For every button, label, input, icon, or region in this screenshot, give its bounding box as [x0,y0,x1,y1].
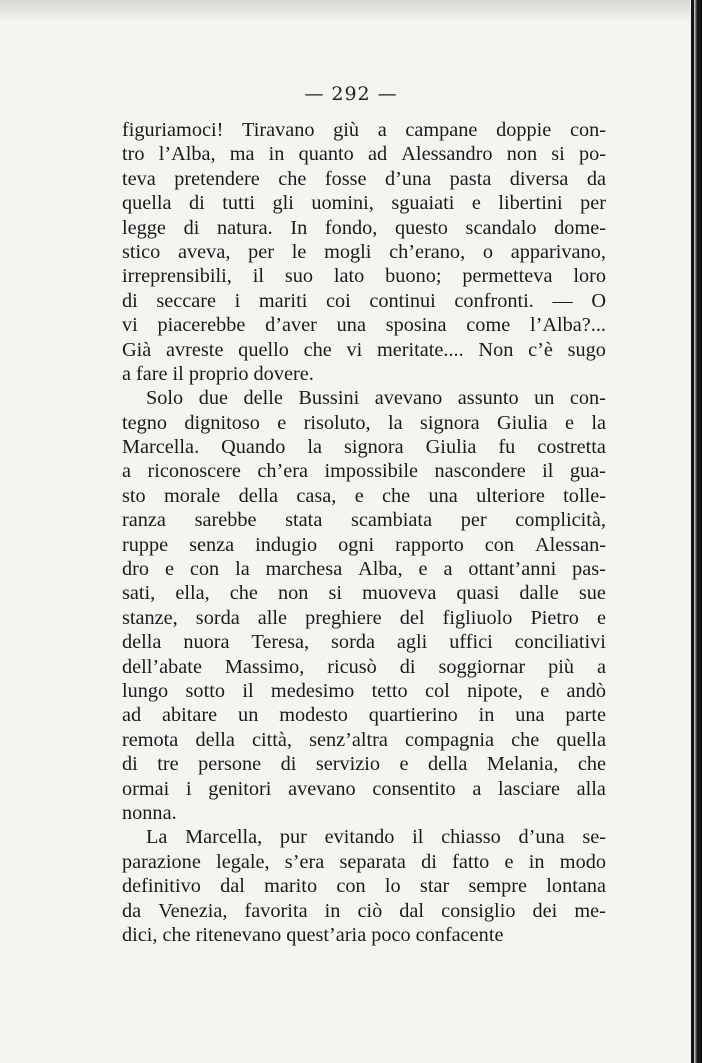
text-line: vi piacerebbe d’aver una sposina come l’Alba?... [122,314,606,337]
text-line: figuriamoci! Tiravano giù a campane doppie con- [122,119,606,141]
text-line: dici, che ritenevano quest’aria poco confacente [122,923,504,946]
text-line: della nuora Teresa, sorda agli uffici conciliativi [122,631,606,654]
paragraph [122,118,606,386]
text-line: ruppe senza indugio ogni rapporto con Alessan- [122,533,606,556]
text-line: di tre persone di servizio e della Melania, che [122,753,606,776]
text-line: remota della città, senz’altra compagnia che quella [122,728,606,751]
text-line: sto morale della casa, e che una ulteriore tolle- [122,484,606,507]
text-line: parazione legale, s’era separata di fatto e in modo [122,850,606,873]
text-line: stico aveva, per le mogli ch’erano, o apparivano, [122,240,606,263]
text-line: stanze, sorda alle preghiere del figliuolo Pietro e [122,606,606,629]
scan-top-shadow [0,0,702,22]
text-line: tro l’Alba, ma in quanto ad Alessandro non si po- [122,143,606,166]
text-line: Solo due delle Bussini avevano assunto un con- [146,387,606,410]
body-text [122,118,606,947]
text-line: Già avreste quello che vi meritate.... Non c’è sugo [122,338,606,361]
text-line: teva pretendere che fosse d’una pasta diversa da [122,167,606,190]
text-line: dro e con la marchesa Alba, e a ottant’anni pas- [122,558,606,581]
paragraph [122,825,606,947]
text-line: sati, ella, che non si muoveva quasi dalle sue [122,582,606,605]
text-line: a fare il proprio dovere. [122,362,314,385]
text-line: dell’abate Massimo, ricusò di soggiornar più a [122,655,606,678]
text-line: definitivo dal marito con lo star sempre lontana [122,875,606,898]
text-line: ranza sarebbe stata scambiata per complicità, [122,509,606,532]
text-line: tegno dignitoso e risoluto, la signora Giulia e la [122,411,606,434]
text-line: ormai i genitori avevano consentito a lasciare alla [122,777,606,800]
text-line: quella di tutti gli uomini, sguaiati e libertini per [122,192,606,215]
text-line: nonna. [122,801,177,824]
text-line: a riconoscere ch’era impossibile nascondere il gua- [122,460,606,483]
page-gutter-line [691,0,694,1063]
text-line: Marcella. Quando la signora Giulia fu costretta [122,436,606,459]
text-line: La Marcella, pur evitando il chiasso d’una se- [146,826,606,849]
text-line: ad abitare un modesto quartierino in una parte [122,704,606,727]
text-line: legge di natura. In fondo, questo scandalo dome- [122,216,606,239]
text-line: da Venezia, favorita in ciò dal consiglio dei me- [122,899,606,922]
text-line: di seccare i mariti coi continui confronti. — O [122,289,606,312]
paragraph [122,386,606,825]
text-line: irreprensibili, il suo lato buono; permetteva loro [122,265,606,288]
text-line: lungo sotto il medesimo tetto col nipote, e andò [122,679,606,702]
page-number: — 292 — [304,83,398,105]
